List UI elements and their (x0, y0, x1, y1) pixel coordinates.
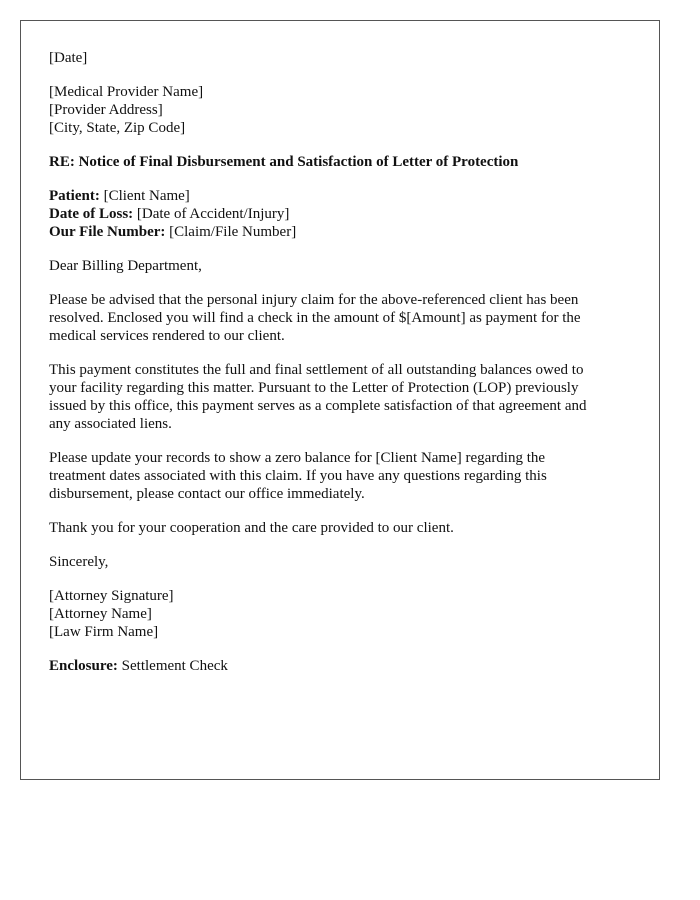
file-number-label: Our File Number: (49, 224, 166, 240)
provider-address-block (49, 83, 639, 137)
body-paragraph-4 (49, 519, 639, 537)
provider-address: [Provider Address] (49, 102, 163, 118)
body-paragraph-3 (49, 449, 639, 503)
letter-date: [Date] (49, 50, 88, 66)
provider-city-state-zip: [City, State, Zip Code] (49, 120, 186, 136)
file-number-line (49, 223, 639, 241)
patient-value: [Client Name] (103, 188, 190, 204)
paragraph-line: Please update your records to show a zero balance for [Client Name] regarding the (49, 450, 546, 466)
enclosure-line (49, 657, 639, 675)
paragraph-line: your facility regarding this matter. Pursuant to the Letter of Protection (LOP) previously (49, 380, 579, 396)
enclosure-label: Enclosure: (49, 658, 118, 674)
claim-details-block (49, 187, 639, 241)
paragraph-line: treatment dates associated with this claim. If you have any questions regarding this (49, 468, 547, 484)
signature-block (49, 587, 639, 641)
salutation: Dear Billing Department, (49, 258, 202, 274)
letter-page (20, 20, 660, 780)
re-line: RE: Notice of Final Disbursement and Satisfaction of Letter of Protection (49, 154, 519, 170)
patient-label: Patient: (49, 188, 100, 204)
paragraph-line: disbursement, please contact our office immediately. (49, 486, 365, 502)
date-of-loss-line (49, 205, 639, 223)
paragraph-line: resolved. Enclosed you will find a check in the amount of $[Amount] as payment for the (49, 310, 581, 326)
paragraph-line: any associated liens. (49, 416, 172, 432)
paragraph-line: issued by this office, this payment serves as a complete satisfaction of that agreement and (49, 398, 587, 414)
date-of-loss-label: Date of Loss: (49, 206, 134, 222)
paragraph-line: Thank you for your cooperation and the care provided to our client. (49, 520, 454, 536)
paragraph-line: Please be advised that the personal injury claim for the above-referenced client has been (49, 292, 579, 308)
date-of-loss-value: [Date of Accident/Injury] (136, 206, 290, 222)
attorney-name: [Attorney Name] (49, 606, 152, 622)
paragraph-line: medical services rendered to our client. (49, 328, 285, 344)
body-paragraph-1 (49, 291, 639, 345)
paragraph-line: This payment constitutes the full and final settlement of all outstanding balances owed to (49, 362, 584, 378)
law-firm-name: [Law Firm Name] (49, 624, 159, 640)
closing: Sincerely, (49, 554, 109, 570)
enclosure-value: Settlement Check (121, 658, 228, 674)
patient-line (49, 187, 639, 205)
file-number-value: [Claim/File Number] (169, 224, 297, 240)
body-paragraph-2 (49, 361, 639, 433)
attorney-signature: [Attorney Signature] (49, 588, 174, 604)
provider-name: [Medical Provider Name] (49, 84, 204, 100)
letter-body (49, 49, 639, 691)
